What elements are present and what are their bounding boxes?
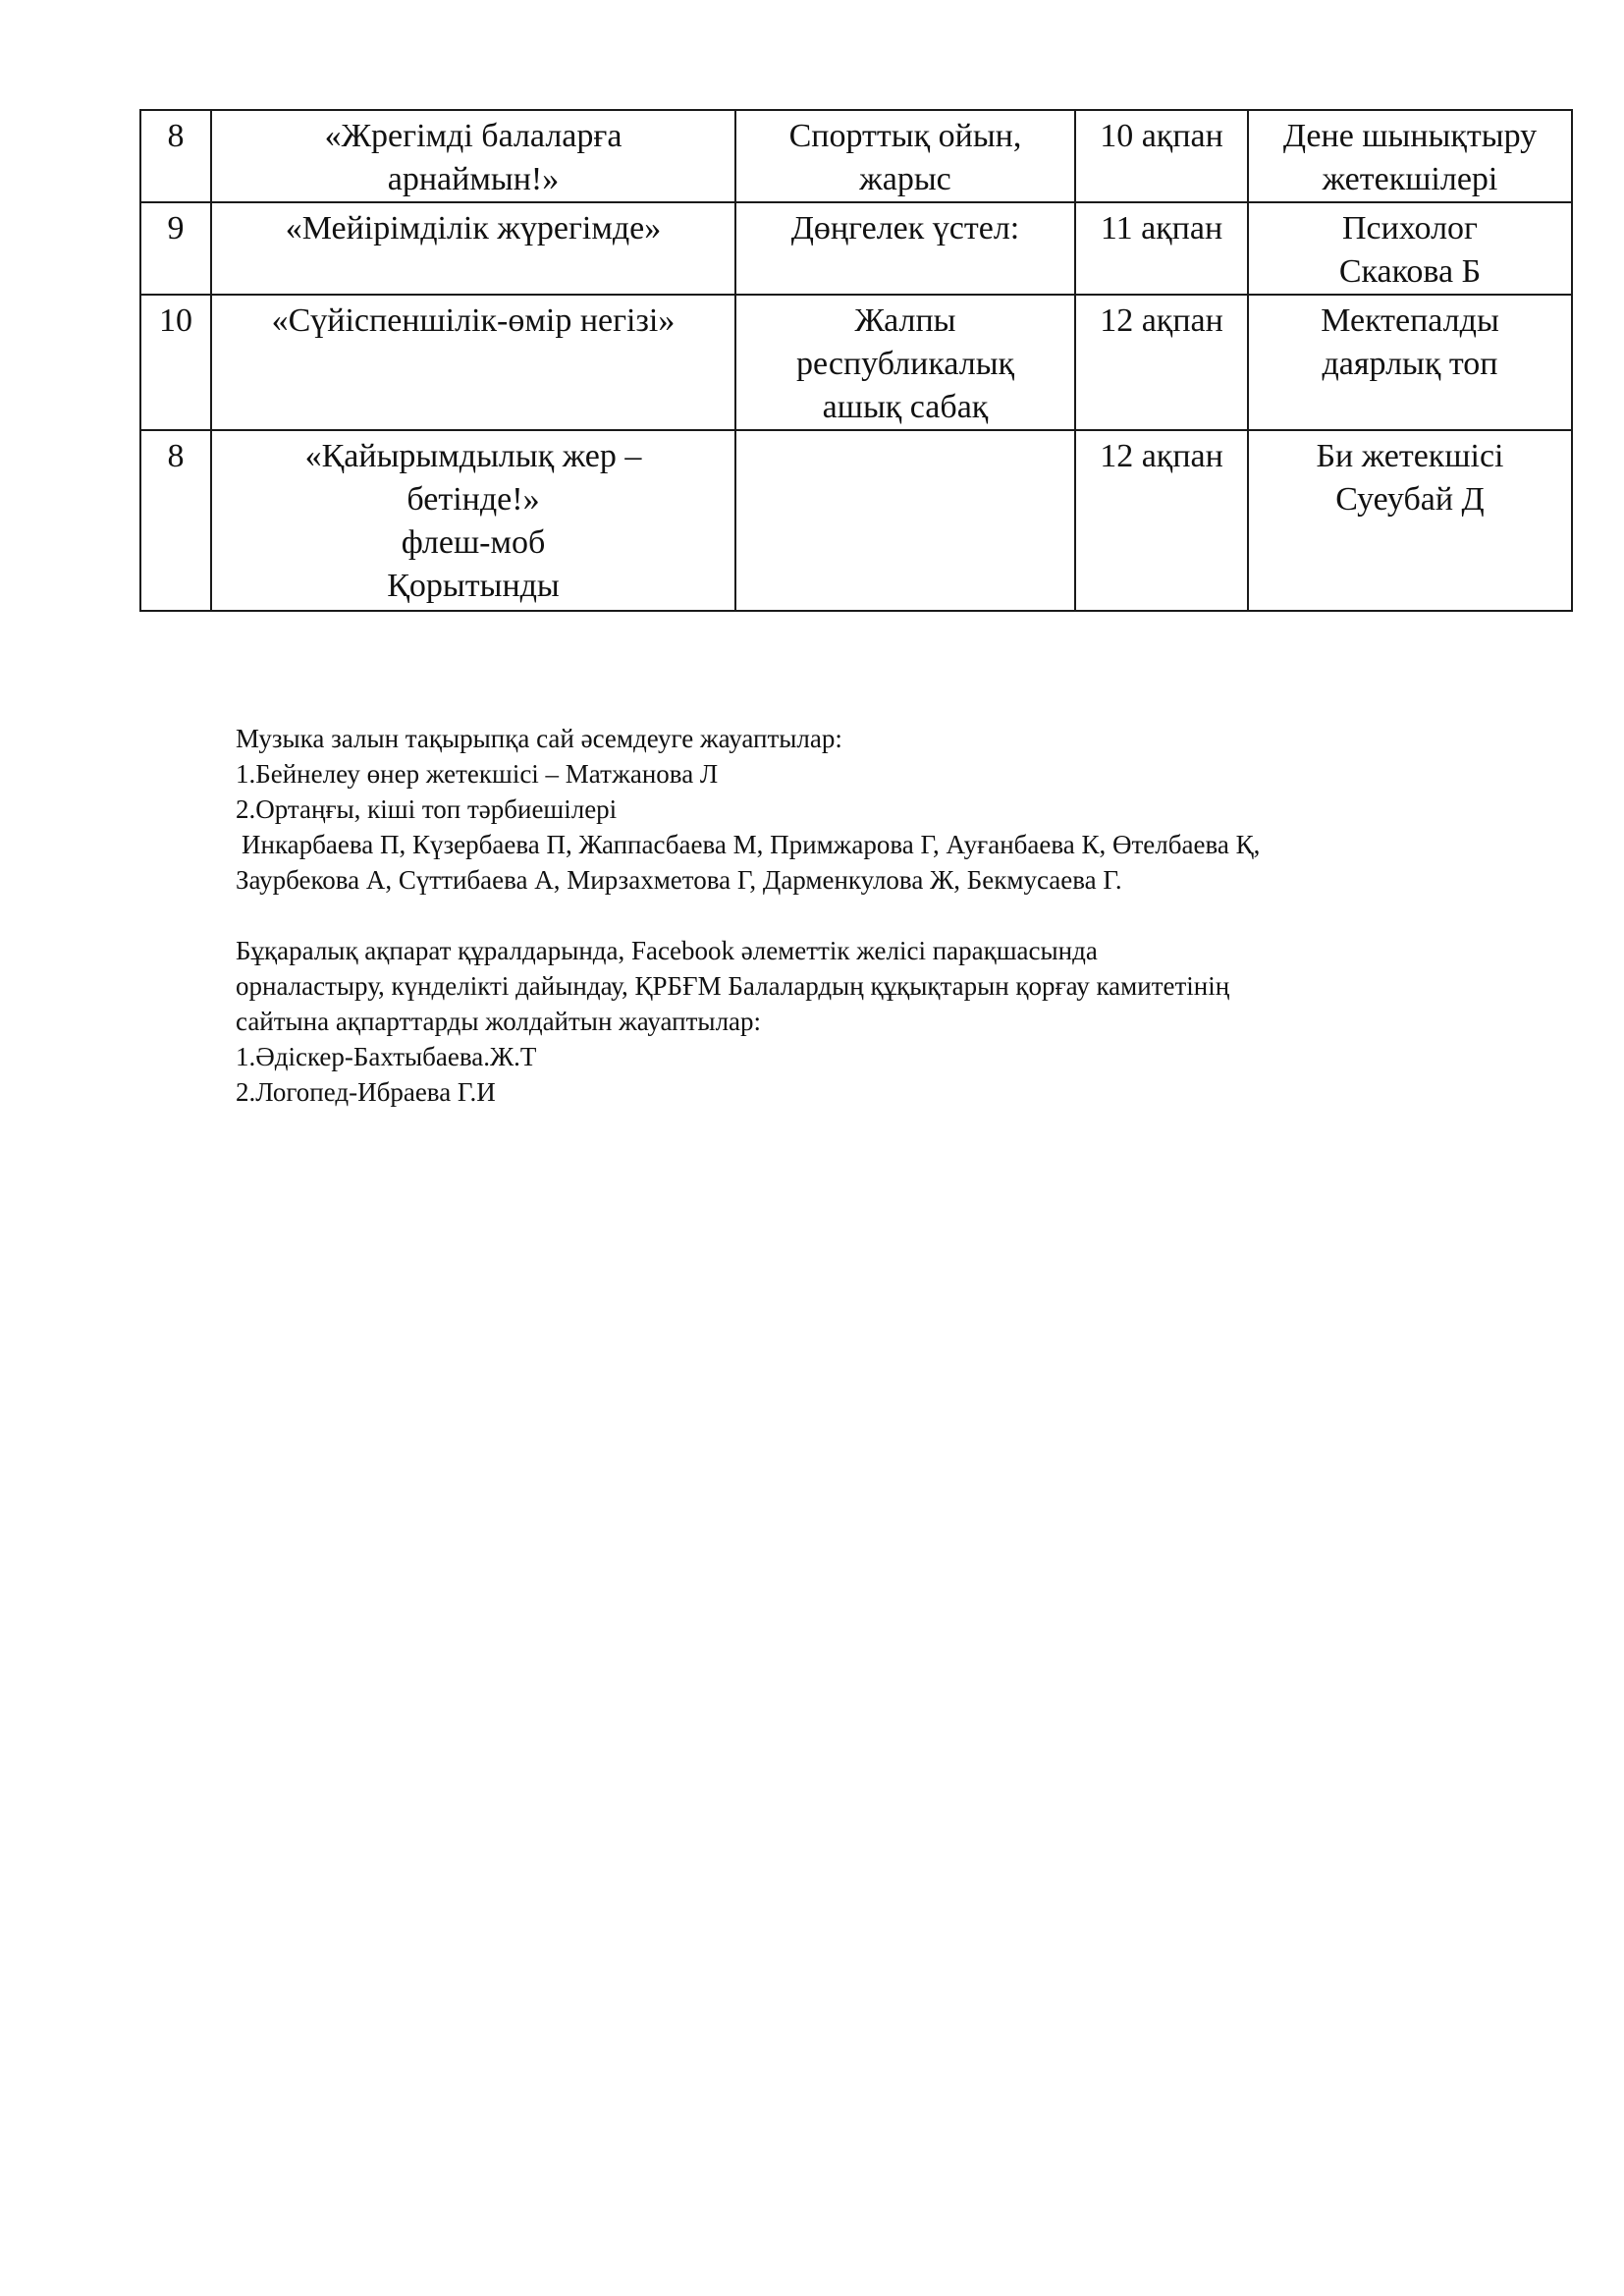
event-type: Спорттық ойын, жарыс [735, 110, 1075, 202]
table-row [140, 202, 1572, 295]
event-responsible: Психолог Скакова Б [1248, 202, 1572, 295]
event-date: 12 ақпан [1075, 295, 1248, 430]
media-responsibles [236, 933, 1551, 1110]
event-title: «Сүйіспеншілік-өмір негізі» [211, 295, 735, 430]
event-type [735, 430, 1075, 611]
row-number: 9 [140, 202, 211, 295]
event-title: «Жрегімді балаларға арнаймын!» [211, 110, 735, 202]
table-row [140, 110, 1572, 202]
music-hall-heading: Музыка залын тақырыпқа сай әсемдеуге жауаптылар: [236, 724, 842, 753]
list-item: 1.Әдіскер-Бахтыбаева.Ж.Т [236, 1042, 537, 1071]
media-text: Бұқаралық ақпарат құралдарында, Facebook әлеметтік желісі парақшасында [236, 936, 1098, 965]
event-responsible: Би жетекшісі Суеубай Д [1248, 430, 1572, 611]
event-responsible: Дене шынықтыру жетекшілері [1248, 110, 1572, 202]
row-number: 8 [140, 110, 211, 202]
event-date: 10 ақпан [1075, 110, 1248, 202]
list-item: 2.Ортаңғы, кіші топ тәрбиешілері [236, 794, 618, 824]
teacher-names: Инкарбаева П, Күзербаева П, Жаппасбаева М, Примжарова Г, Ауғанбаева К, Өтелбаева Қ, [242, 830, 1261, 859]
event-responsible: Мектепалды даярлық топ [1248, 295, 1572, 430]
list-item: 2.Логопед-Ибраева Г.И [236, 1077, 496, 1107]
table-row [140, 430, 1572, 611]
event-title: «Қайырымдылық жер – бетінде!» флеш-моб Қорытынды [211, 430, 735, 611]
row-number: 8 [140, 430, 211, 611]
notes-section [236, 721, 1551, 1110]
event-type: Жалпы республикалық ашық сабақ [735, 295, 1075, 430]
table-row [140, 295, 1572, 430]
music-hall-responsibles [236, 721, 1551, 898]
row-number: 10 [140, 295, 211, 430]
event-date: 11 ақпан [1075, 202, 1248, 295]
media-text: сайтына ақпарттарды жолдайтын жауаптылар: [236, 1007, 762, 1036]
teacher-names: Заурбекова А, Сүттибаева А, Мирзахметова Г, Дарменкулова Ж, Бекмусаева Г. [236, 865, 1122, 895]
media-text: орналастыру, күнделікті дайындау, ҚРБҒМ Балалардың құқықтарын қорғау камитетінің [236, 971, 1230, 1001]
event-date: 12 ақпан [1075, 430, 1248, 611]
events-table [139, 109, 1573, 612]
event-type: Дөңгелек үстел: [735, 202, 1075, 295]
list-item: 1.Бейнелеу өнер жетекшісі – Матжанова Л [236, 759, 719, 789]
event-title: «Мейірімділік жүрегімде» [211, 202, 735, 295]
